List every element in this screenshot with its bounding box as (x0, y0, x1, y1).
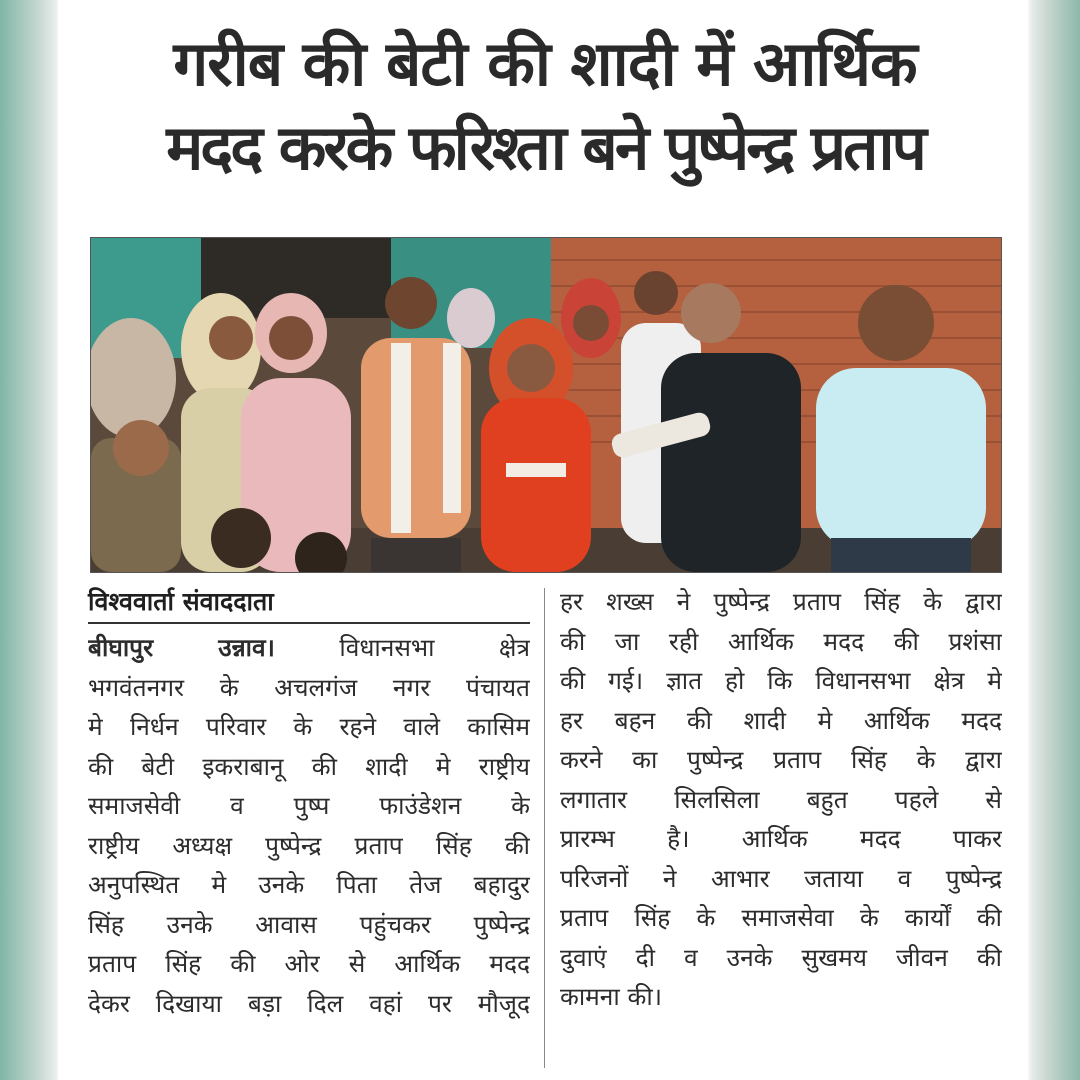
article-line: मे निर्धन परिवार के रहने वाले कासिम (88, 712, 530, 741)
article-line: की गई। ज्ञात हो कि विधानसभा क्षेत्र मे (560, 666, 1002, 695)
article-line: हर शख्स ने पुष्पेन्द्र प्रताप सिंह के द्वारा (560, 587, 1002, 616)
article-line: प्रताप सिंह के समाजसेवा के कार्यों की (560, 903, 1002, 932)
article-line: की जा रही आर्थिक मदद की प्रशंसा (560, 626, 1002, 656)
article-line: दुवाएं दी व उनके सुखमय जीवन की (560, 942, 1002, 972)
byline: विश्ववार्ता संवाददाता (88, 582, 530, 624)
article-line: सिंह उनके आवास पहुंचकर पुष्पेन्द्र (88, 909, 530, 939)
photo-illustration (91, 238, 1001, 572)
article-column-right (560, 582, 1002, 1017)
headline-line-2: मदद करके फरिश्ता बने पुष्पेन्द्र प्रताप (166, 111, 924, 184)
dateline: बीघापुर उन्नाव। (88, 633, 275, 662)
article-line (88, 628, 530, 668)
article-line: प्रताप सिंह की ओर से आर्थिक मदद (88, 949, 530, 978)
article-line: राष्ट्रीय अध्यक्ष पुष्पेन्द्र प्रताप सिंह की (88, 830, 530, 860)
article-line: देकर दिखाया बड़ा दिल वहां पर मौजूद (88, 988, 530, 1018)
article-line: समाजसेवी व पुष्प फाउंडेशन के (88, 791, 530, 820)
article-line: अनुपस्थित मे उनके पिता तेज बहादुर (88, 870, 530, 899)
article-line: प्रारम्भ है। आर्थिक मदद पाकर (560, 824, 1002, 853)
headline (86, 22, 1004, 190)
headline-line-1: गरीब की बेटी की शादी में आर्थिक (173, 27, 917, 100)
article-line: की बेटी इकराबानू की शादी मे राष्ट्रीय (88, 751, 530, 781)
article-line: लगातार सिलसिला बहुत पहले से (560, 784, 1002, 814)
article-column-left (88, 582, 530, 1023)
article-line: परिजनों ने आभार जताया व पुष्पेन्द्र (560, 863, 1002, 893)
newspaper-clipping (58, 0, 1028, 1080)
article-line-text: विधानसभा क्षेत्र (274, 633, 530, 662)
article-line: कामना की। (560, 982, 662, 1011)
news-photo (90, 237, 1002, 573)
article-line: करने का पुष्पेन्द्र प्रताप सिंह के द्वारा (560, 745, 1002, 774)
article-line: भगवंतनगर के अचलगंज नगर पंचायत (88, 672, 530, 702)
article-line: हर बहन की शादी मे आर्थिक मदद (560, 705, 1002, 735)
column-divider (544, 588, 545, 1068)
